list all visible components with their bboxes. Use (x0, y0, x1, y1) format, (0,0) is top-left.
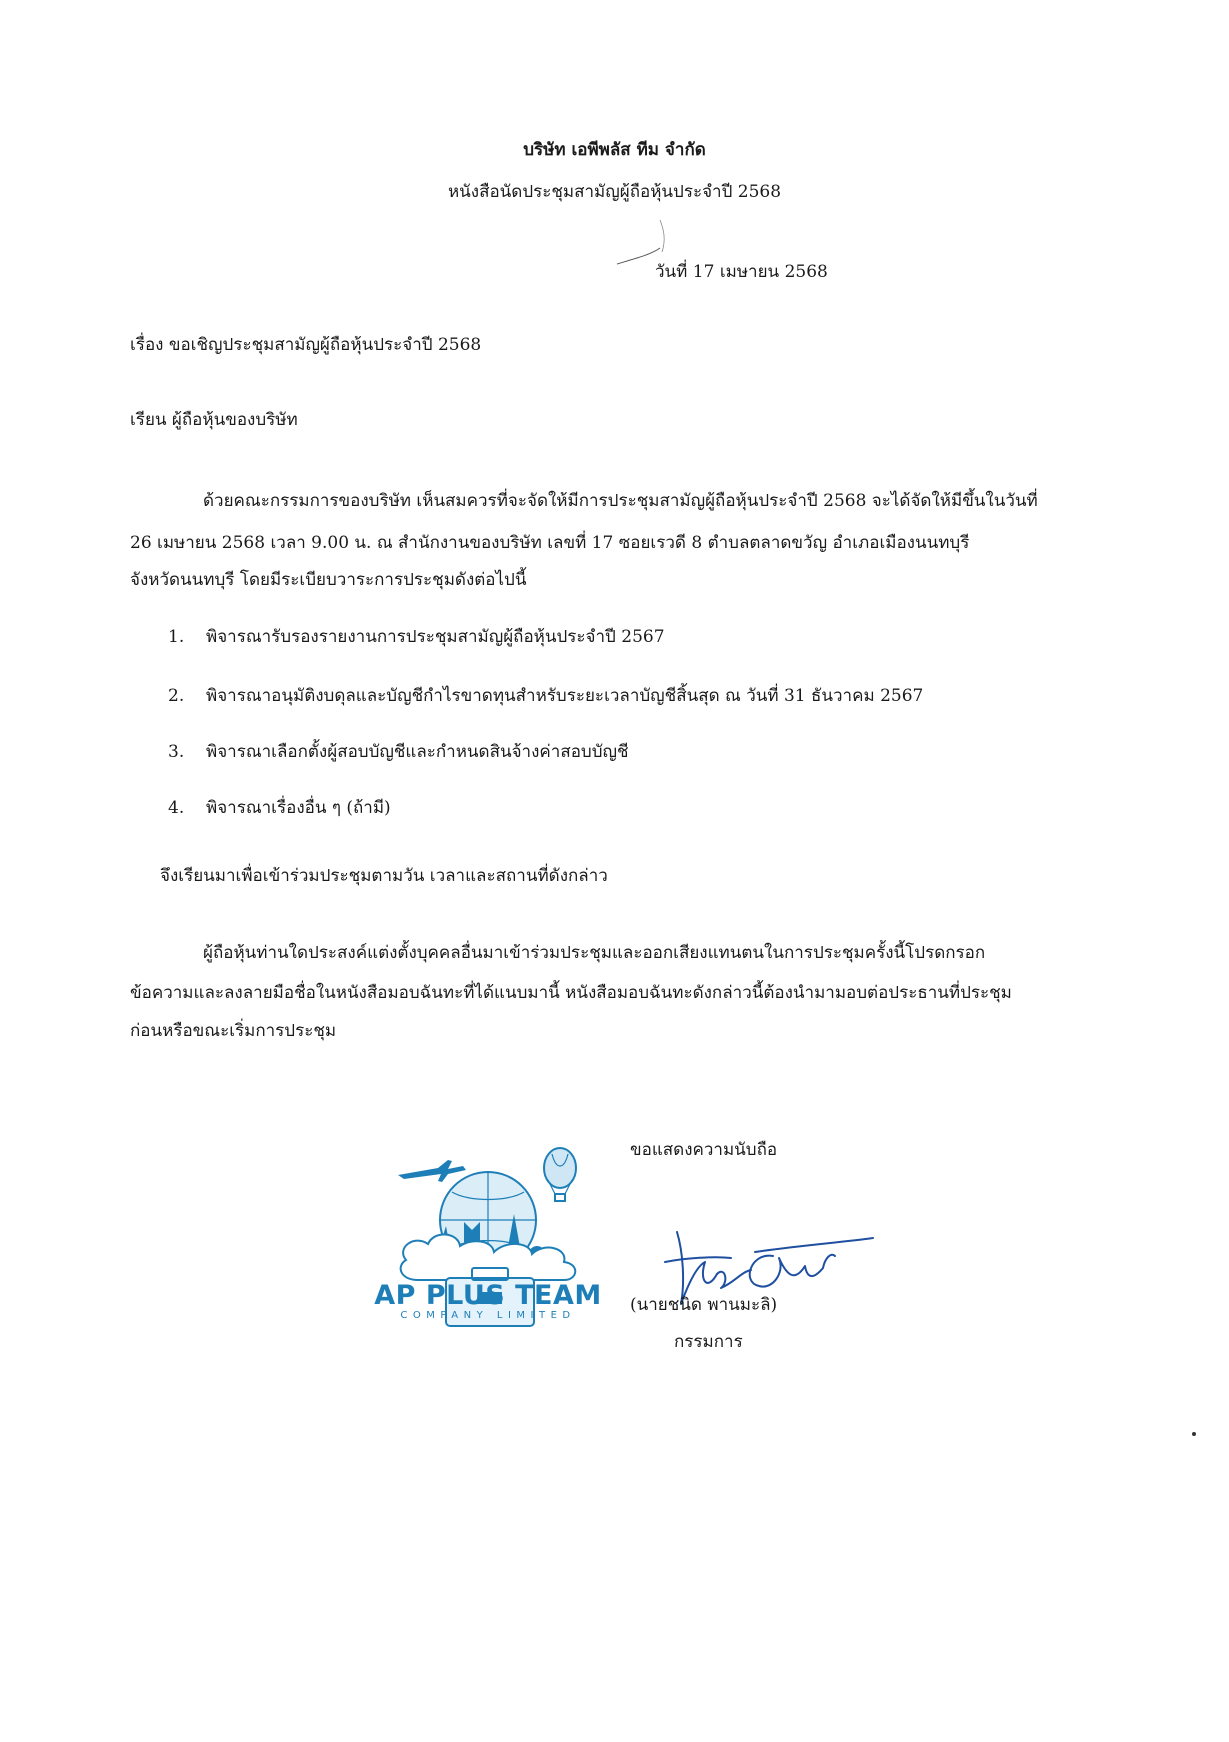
agenda-number: 1. (168, 627, 185, 647)
closing-sentence: จึงเรียนมาเพื่อเข้าร่วมประชุมตามวัน เวลาและสถานที่ดังกล่าว (160, 866, 608, 886)
logo-main-text: AP PLUS TEAM (374, 1280, 602, 1311)
agenda-number: 2. (168, 686, 185, 706)
regards-line: ขอแสดงความนับถือ (630, 1140, 778, 1160)
signer-name: (นายชนิด พานมะลิ) (630, 1295, 778, 1315)
agenda-number: 4. (168, 798, 185, 818)
paragraph-2-line-3: ก่อนหรือขณะเริ่มการประชุม (130, 1021, 337, 1041)
signer-position: กรรมการ (674, 1332, 743, 1352)
agenda-item: พิจารณารับรองรายงานการประชุมสามัญผู้ถือหุ้นประจำปี 2567 (206, 627, 665, 647)
document-title: หนังสือนัดประชุมสามัญผู้ถือหุ้นประจำปี 2568 (447, 182, 782, 202)
agenda-item: พิจารณาเลือกตั้งผู้สอบบัญชีและกำหนดสินจ้างค่าสอบบัญชี (206, 742, 629, 762)
paragraph-1-line-2: 26 เมษายน 2568 เวลา 9.00 น. ณ สำนักงานของบริษัท เลขที่ 17 ซอยเรวดี 8 ตำบลตลาดขวัญ อำเภอเมืองนนทบุรี (130, 533, 970, 553)
company-name: บริษัท เอพีพลัส ทีม จำกัด (523, 140, 706, 160)
agenda-item: พิจารณาเรื่องอื่น ๆ (ถ้ามี) (206, 798, 391, 818)
subject-line: เรื่อง ขอเชิญประชุมสามัญผู้ถือหุ้นประจำปี 2568 (130, 335, 482, 355)
paragraph-1-line-3: จังหวัดนนทบุรี โดยมีระเบียบวาระการประชุมดังต่อไปนี้ (130, 570, 527, 590)
document-date: วันที่ 17 เมษายน 2568 (655, 262, 828, 282)
paragraph-2-line-1: ผู้ถือหุ้นท่านใดประสงค์แต่งตั้งบุคคลอื่นมาเข้าร่วมประชุมและออกเสียงแทนตนในการประชุมครั้งนี้โปรดกรอก (203, 943, 986, 963)
paragraph-2-line-2: ข้อความและลงลายมือชื่อในหนังสือมอบฉันทะที่ได้แนบมานี้ หนังสือมอบฉันทะดังกล่าวนี้ต้องนำมามอบต่อประธานที่ประชุม (130, 983, 1012, 1003)
recipient-line: เรียน ผู้ถือหุ้นของบริษัท (130, 410, 298, 430)
paper-speck (1192, 1432, 1196, 1436)
paragraph-1-line-1: ด้วยคณะกรรมการของบริษัท เห็นสมควรที่จะจัดให้มีการประชุมสามัญผู้ถือหุ้นประจำปี 2568 จะได้จัดให้มีขึ้นในวันที่ (203, 491, 1038, 511)
agenda-item: พิจารณาอนุมัติงบดุลและบัญชีกำไรขาดทุนสำหรับระยะเวลาบัญชีสิ้นสุด ณ วันที่ 31 ธันวาคม 2567 (206, 686, 924, 706)
agenda-number: 3. (168, 742, 185, 762)
logo-sub-text: COMPANY LIMITED (400, 1310, 576, 1321)
